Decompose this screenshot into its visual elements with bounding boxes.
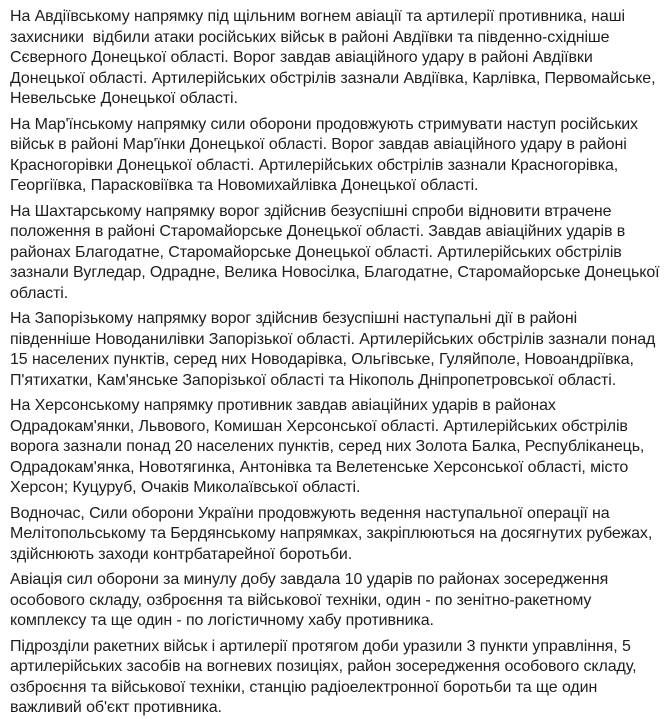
paragraph-missile-artillery-strikes: Підрозділи ракетних військ і артилерії протягом доби уразили 3 пункти управління, 5 артилерійських засобів на вогневих позиціях, район зосередження особового складу, озброєння та військової техніки, станцію радіоелектронної боротьби та ще один важливий об'єкт противника. (10, 637, 641, 716)
paragraph-aviation-strikes: Авіація сил оборони за минулу добу завдала 10 ударів по районах зосередження особового складу, озброєння та військової техніки, один - по зенітно-ракетному комплексу та ще один - по логістичному хабу противника. (10, 571, 613, 629)
paragraph-kherson-direction: На Херсонському напрямку противник завдав авіаційних ударів в районах Одрадокам'янки, Львового, Комишан Херсонської області. Артилерійських обстрілів ворога зазнали понад 20 населених пунктів, серед них Золота Балка, Республіканець, Одрадокам'янка, Новотягинка, Антонівка та Велетенське Херсонської області, місто Херсон; Куцуруб, Очаків Миколаївської області. (10, 397, 649, 496)
paragraph-shakhtarsk-direction: На Шахтарському напрямку ворог здійснив безуспішні спроби відновити втрачене положення в районі Старомайорське Донецької області. Завдав авіаційних ударів в районах Благодатне, Старомайорське Донецької області. Артилерійських обстрілів зазнали Вугледар, Одрадне, Велика Новосілка, Благодатне, Старомайорське Донецької області. (10, 202, 664, 302)
paragraph-zaporizhzhia-direction: На Запорізькому напрямку ворог здійснив безуспішні наступальні дії в районі південніше Новоданилівки Запорізької області. Артилерійських обстрілів зазнали понад 15 населених пунктів, серед них Новодарівка, Ольгівське, Гуляйполе, Новоандріївка, П'ятихатки, Кам'янське Запорізької області та Нікополь Дніпропетровської області. (10, 310, 660, 389)
paragraph-avdiivka-direction: На Авдіївському напрямку під щільним вогнем авіації та артилерії противника, наші захисники відбили атаки російських військ в районі Авдіївки та південно-східніше Сєверного Донецької області. Ворог завдав авіаційного удару в районі Авдіївки Донецької області. Артилерійських обстрілів зазнали Авдіївка, Карлівка, Первомайське, Невельське Донецької області. (10, 8, 660, 107)
paragraph-marinka-direction: На Мар'їнському напрямку сили оборони продовжують стримувати наступ російських військ в районі Мар'їнки Донецької області. Ворог завдав авіаційного удару в районі Красногорівки Донецької області. Артилерійських обстрілів зазнали Красногорівка, Георгіївка, Парасковіївка та Новомихайлівка Донецької області. (10, 115, 643, 194)
paragraph-defense-forces-offensive: Водночас, Сили оборони України продовжують ведення наступальної операції на Мелітопольському та Бердянському напрямках, закріплюються на досягнутих рубежах, здійснюють заходи контрбатарейної боротьби. (10, 504, 657, 563)
